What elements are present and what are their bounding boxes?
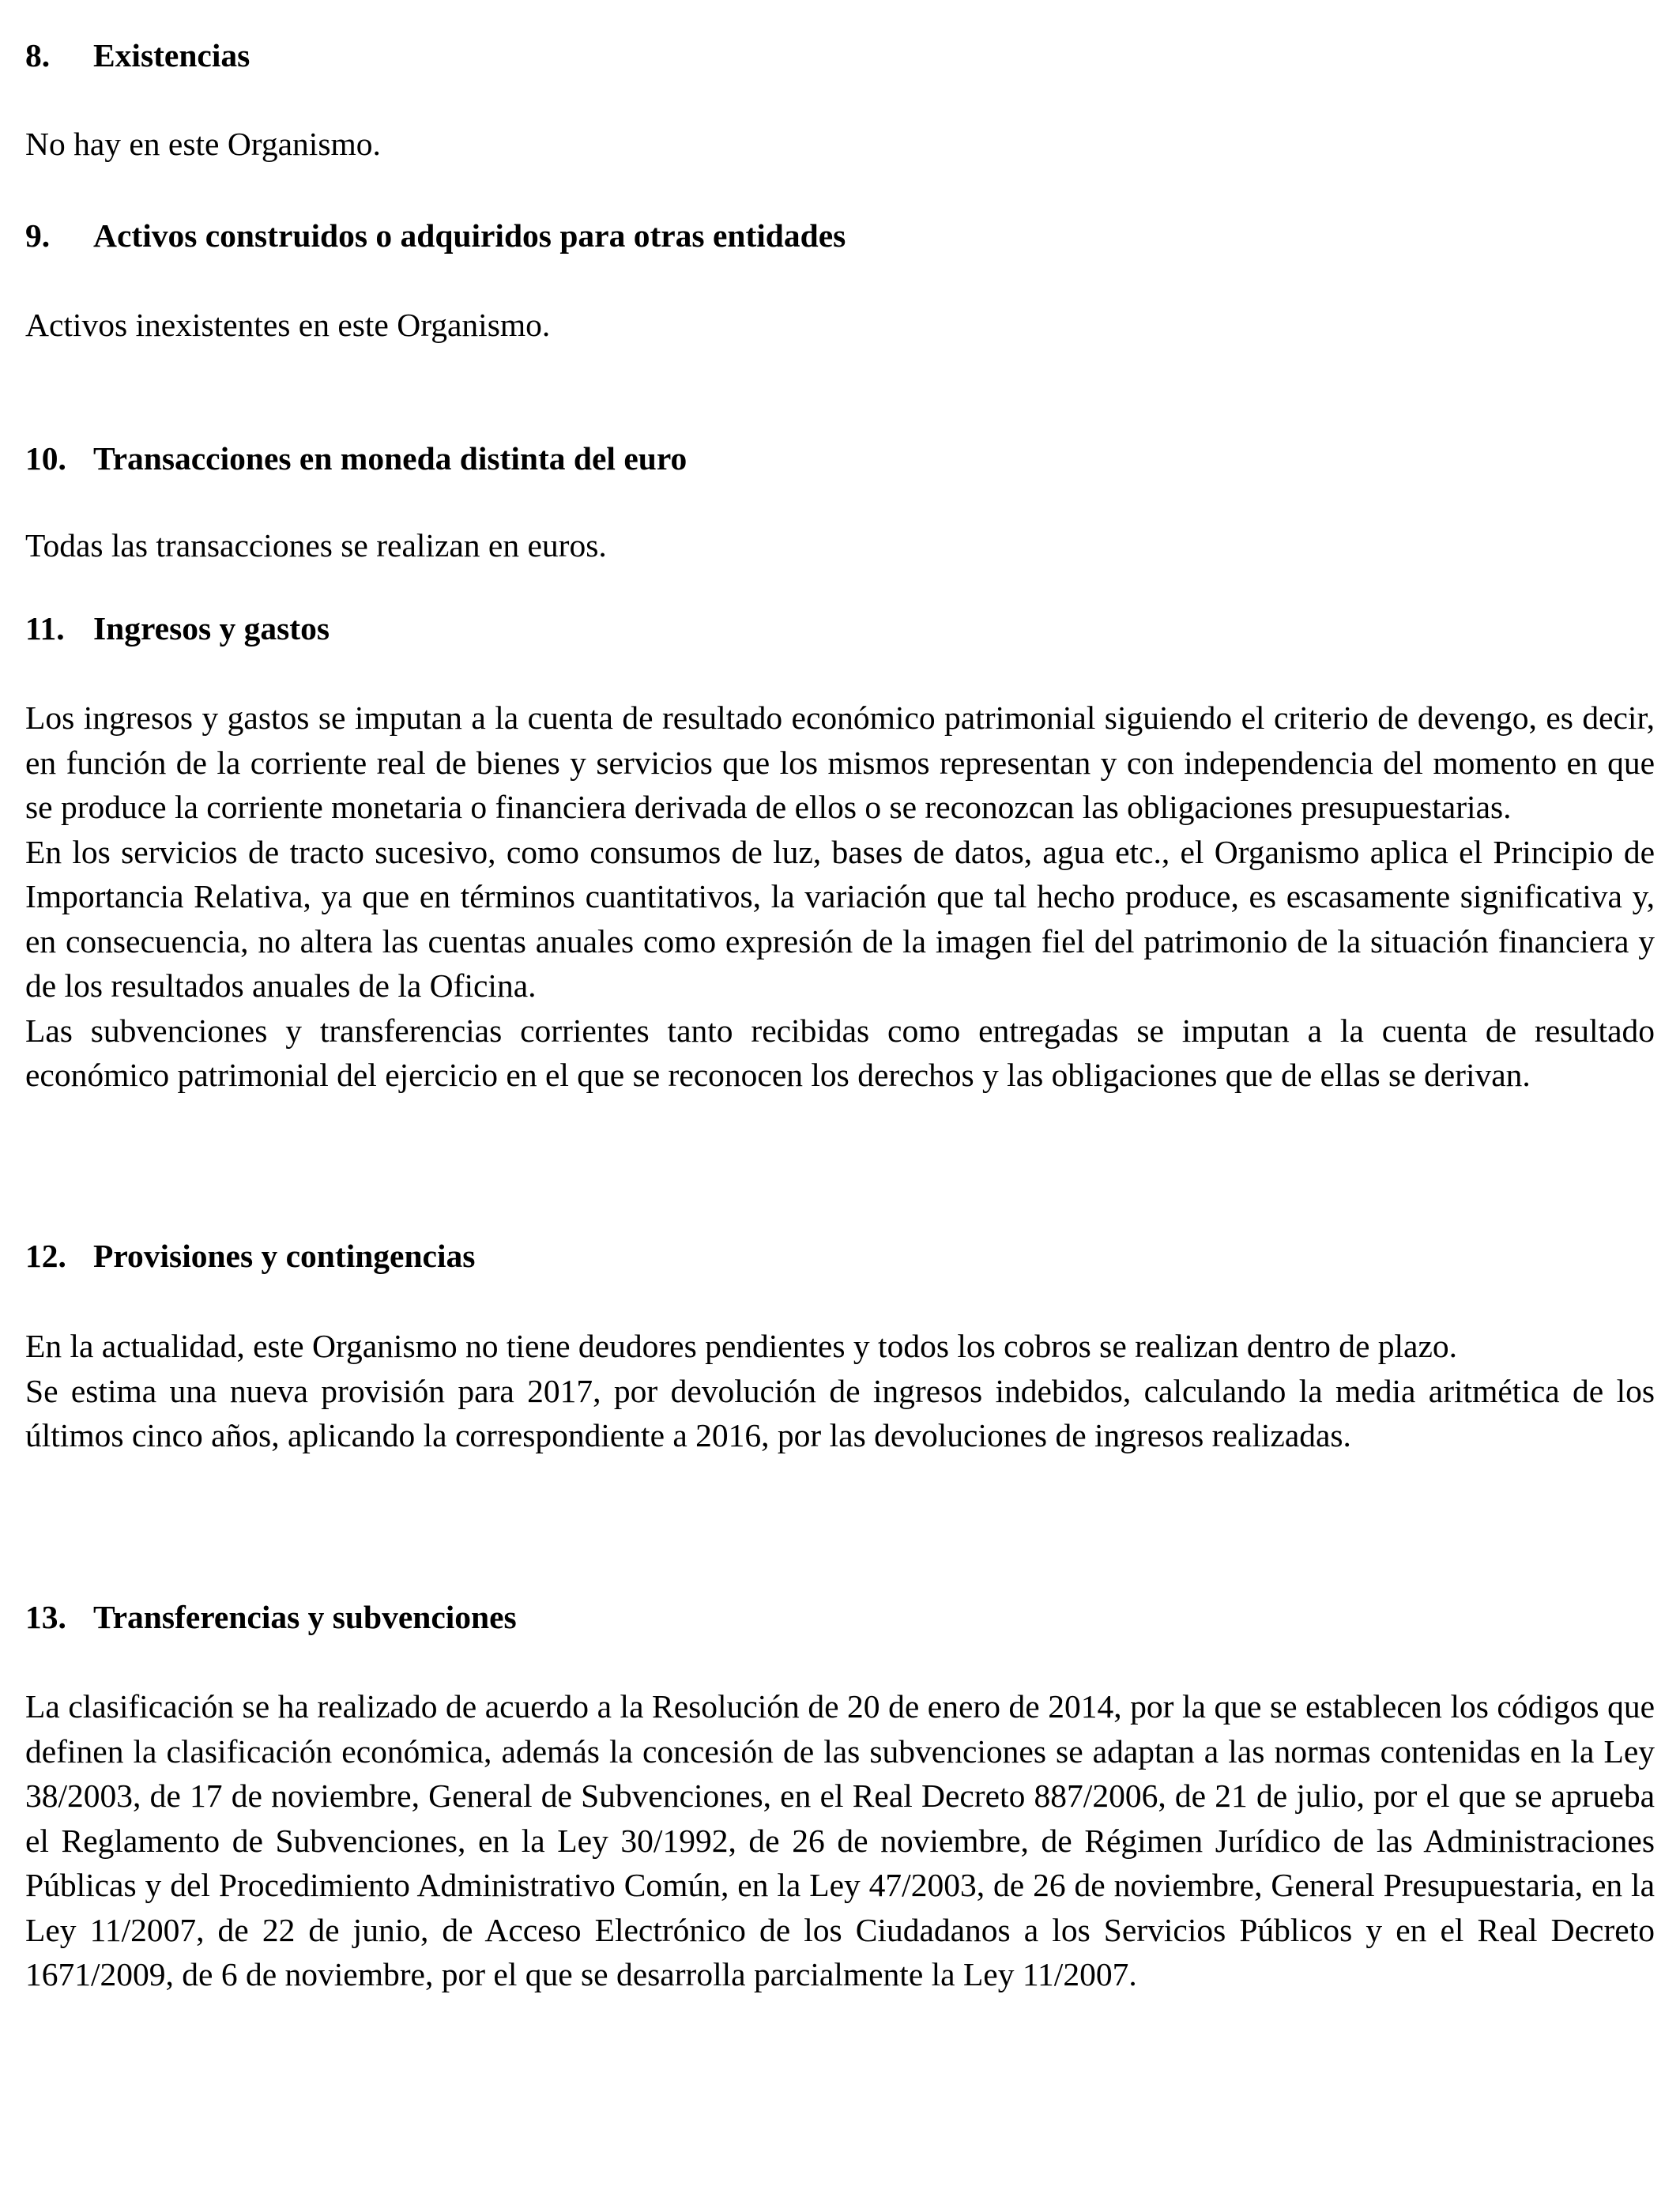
section-8-heading — [25, 36, 250, 74]
section-11-paragraph-1: Los ingresos y gastos se imputan a la cuenta de resultado económico patrimonial siguiendo el criterio de devengo, es decir, en función de la corriente real de bienes y servicios que los mismos representan y con independencia del momento en que se produce la corriente monetaria o financiera derivada de ellos o se reconozcan las obligaciones presupuestarias. — [25, 699, 1655, 825]
section-title: Existencias — [93, 37, 250, 74]
section-13-body — [25, 1684, 1655, 1997]
section-12-body — [25, 1324, 1655, 1458]
section-12-paragraph-1: En la actualidad, este Organismo no tiene deudores pendientes y todos los cobros se realizan dentro de plazo. — [25, 1328, 1457, 1364]
section-number: 10. — [25, 440, 66, 477]
section-title: Ingresos y gastos — [93, 610, 330, 647]
section-11-paragraph-2: En los servicios de tracto sucesivo, como consumos de luz, bases de datos, agua etc., el Organismo aplica el Principio de Importancia Relativa, ya que en términos cuantitativos, la variación que tal hecho produce, es escasamente significativa y, en consecuencia, no altera las cuentas anuales como expresión de la imagen fiel del patrimonio de la situación financiera y de los resultados anuales de la Oficina. — [25, 833, 1655, 1004]
section-11-body — [25, 696, 1655, 1098]
section-number: 8. — [25, 37, 51, 74]
section-title: Provisiones y contingencias — [93, 1238, 476, 1274]
section-10-heading — [25, 439, 687, 477]
section-9-paragraph: Activos inexistentes en este Organismo. — [25, 307, 551, 343]
section-11-paragraph-3: Las subvenciones y transferencias corrientes tanto recibidas como entregadas se imputan a la cuenta de resultado económico patrimonial del ejercicio en el que se reconocen los derechos y las obligaciones que de ellas se derivan. — [25, 1012, 1655, 1093]
section-title: Transacciones en moneda distinta del euro — [93, 440, 687, 477]
section-number: 9. — [25, 217, 51, 254]
section-13-heading — [25, 1598, 517, 1636]
section-title: Transferencias y subvenciones — [93, 1599, 517, 1635]
section-11-heading — [25, 609, 330, 647]
section-10-paragraph: Todas las transacciones se realizan en euros. — [25, 527, 607, 564]
section-number: 13. — [25, 1599, 66, 1635]
section-13-paragraph-1: La clasificación se ha realizado de acuerdo a la Resolución de 20 de enero de 2014, por la que se establecen los códigos que definen la clasificación económica, además la concesión de las subvenciones se adaptan a las normas contenidas en la Ley 38/2003, de 17 de noviembre, General de Subvenciones, en el Real Decreto 887/2006, de 21 de julio, por el que se aprueba el Reglamento de Subvenciones, en la Ley 30/1992, de 26 de noviembre, de Régimen Jurídico de las Administraciones Públicas y del Procedimiento Administrativo Común, en la Ley 47/2003, de 26 de noviembre, General Presupuestaria, en la Ley 11/2007, de 22 de junio, de Acceso Electrónico de los Ciudadanos a los Servicios Públicos y en el Real Decreto 1671/2009, de 6 de noviembre, por el que se desarrolla parcialmente la Ley 11/2007. — [25, 1688, 1655, 1992]
section-9-heading — [25, 217, 846, 254]
section-8-paragraph: No hay en este Organismo. — [25, 126, 381, 162]
section-number: 11. — [25, 610, 65, 647]
section-12-heading — [25, 1237, 475, 1275]
section-number: 12. — [25, 1238, 66, 1274]
section-12-paragraph-2: Se estima una nueva provisión para 2017, por devolución de ingresos indebidos, calculando la media aritmética de los últimos cinco años, aplicando la correspondiente a 2016, por las devoluciones de ingresos realizadas. — [25, 1372, 1655, 1453]
section-title: Activos construidos o adquiridos para otras entidades — [93, 217, 846, 254]
